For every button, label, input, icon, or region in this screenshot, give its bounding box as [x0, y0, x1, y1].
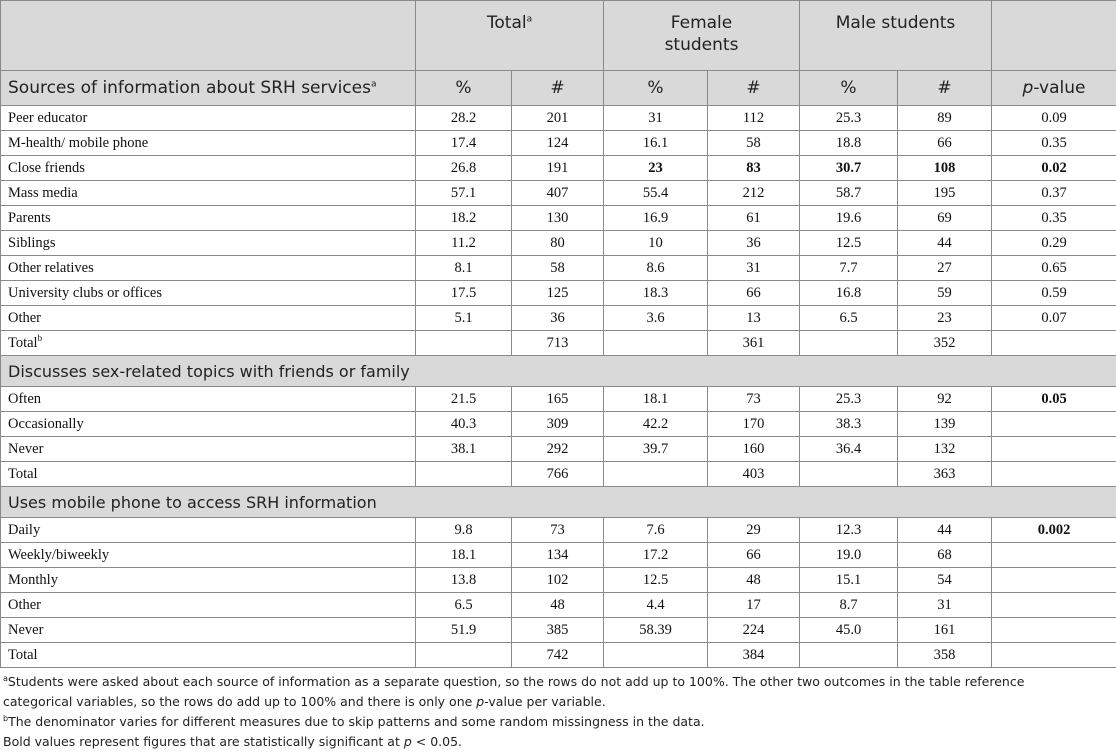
female-pct-cell: 31 — [604, 106, 708, 131]
male-num-cell: 195 — [898, 181, 992, 206]
header-total-pct: % — [416, 71, 512, 106]
pvalue-cell — [992, 331, 1116, 356]
table-row — [1, 256, 1116, 281]
row-label: Weekly/biweekly — [1, 543, 416, 568]
table-row — [1, 518, 1116, 543]
footnote-a-line2: categorical variables, so the rows do add up to 100% and there is only one p-value per variable. — [3, 692, 1112, 712]
male-pct-cell — [800, 331, 898, 356]
total-pct-cell — [416, 643, 512, 668]
table-row — [1, 643, 1116, 668]
male-num-cell: 68 — [898, 543, 992, 568]
total-num-cell: 125 — [512, 281, 604, 306]
female-pct-cell: 17.2 — [604, 543, 708, 568]
total-pct-cell: 57.1 — [416, 181, 512, 206]
total-num-cell: 766 — [512, 462, 604, 487]
pvalue-cell — [992, 437, 1116, 462]
total-num-cell: 58 — [512, 256, 604, 281]
male-pct-cell — [800, 462, 898, 487]
female-num-cell: 384 — [708, 643, 800, 668]
total-num-cell: 407 — [512, 181, 604, 206]
total-pct-cell: 11.2 — [416, 231, 512, 256]
male-pct-cell: 12.3 — [800, 518, 898, 543]
total-num-cell: 385 — [512, 618, 604, 643]
total-pct-cell: 8.1 — [416, 256, 512, 281]
male-num-cell: 363 — [898, 462, 992, 487]
header-male-pct: % — [800, 71, 898, 106]
female-num-cell: 361 — [708, 331, 800, 356]
female-num-cell: 29 — [708, 518, 800, 543]
male-num-cell: 139 — [898, 412, 992, 437]
female-pct-cell: 55.4 — [604, 181, 708, 206]
male-pct-cell: 6.5 — [800, 306, 898, 331]
female-num-cell: 112 — [708, 106, 800, 131]
row-label: Mass media — [1, 181, 416, 206]
total-pct-cell: 28.2 — [416, 106, 512, 131]
pvalue-cell: 0.05 — [992, 387, 1116, 412]
row-label: Peer educator — [1, 106, 416, 131]
row-label: Close friends — [1, 156, 416, 181]
footnote-bold: Bold values represent figures that are statistically significant at p < 0.05. — [3, 732, 1112, 752]
total-pct-cell: 40.3 — [416, 412, 512, 437]
male-num-cell: 44 — [898, 518, 992, 543]
total-num-cell: 201 — [512, 106, 604, 131]
female-pct-cell: 39.7 — [604, 437, 708, 462]
male-num-cell: 27 — [898, 256, 992, 281]
total-pct-cell: 21.5 — [416, 387, 512, 412]
table-row — [1, 206, 1116, 231]
pvalue-cell: 0.59 — [992, 281, 1116, 306]
female-pct-cell: 18.1 — [604, 387, 708, 412]
pvalue-cell: 0.002 — [992, 518, 1116, 543]
female-pct-cell: 3.6 — [604, 306, 708, 331]
total-pct-cell: 5.1 — [416, 306, 512, 331]
female-num-cell: 212 — [708, 181, 800, 206]
total-pct-cell: 17.4 — [416, 131, 512, 156]
total-num-cell: 36 — [512, 306, 604, 331]
female-pct-cell: 12.5 — [604, 568, 708, 593]
table-row — [1, 618, 1116, 643]
total-num-cell: 165 — [512, 387, 604, 412]
female-num-cell: 224 — [708, 618, 800, 643]
pvalue-cell — [992, 412, 1116, 437]
female-num-cell: 403 — [708, 462, 800, 487]
total-pct-cell: 26.8 — [416, 156, 512, 181]
female-num-cell: 83 — [708, 156, 800, 181]
male-num-cell: 59 — [898, 281, 992, 306]
table-row — [1, 156, 1116, 181]
female-pct-cell: 18.3 — [604, 281, 708, 306]
total-num-cell: 134 — [512, 543, 604, 568]
female-num-cell: 170 — [708, 412, 800, 437]
female-pct-cell: 42.2 — [604, 412, 708, 437]
header-total-num: # — [512, 71, 604, 106]
section-header-row — [1, 356, 1116, 387]
male-num-cell: 161 — [898, 618, 992, 643]
male-pct-cell: 12.5 — [800, 231, 898, 256]
female-pct-cell: 16.1 — [604, 131, 708, 156]
table-row — [1, 543, 1116, 568]
row-label: Daily — [1, 518, 416, 543]
total-num-cell: 292 — [512, 437, 604, 462]
female-pct-cell: 7.6 — [604, 518, 708, 543]
row-label: Parents — [1, 206, 416, 231]
table-row — [1, 593, 1116, 618]
female-pct-cell — [604, 462, 708, 487]
female-num-cell: 31 — [708, 256, 800, 281]
male-pct-cell: 19.0 — [800, 543, 898, 568]
total-pct-cell: 51.9 — [416, 618, 512, 643]
header-row-label: Sources of information about SRH services$^a$ — [1, 71, 416, 106]
male-pct-cell: 38.3 — [800, 412, 898, 437]
pvalue-cell: 0.07 — [992, 306, 1116, 331]
total-num-cell: 102 — [512, 568, 604, 593]
male-num-cell: 54 — [898, 568, 992, 593]
total-pct-cell: 18.2 — [416, 206, 512, 231]
total-pct-cell: 9.8 — [416, 518, 512, 543]
male-num-cell: 31 — [898, 593, 992, 618]
pvalue-cell: 0.37 — [992, 181, 1116, 206]
female-pct-cell: 4.4 — [604, 593, 708, 618]
female-pct-cell — [604, 331, 708, 356]
table-row — [1, 106, 1116, 131]
table-row — [1, 462, 1116, 487]
female-pct-cell — [604, 643, 708, 668]
header-blank-pvalue — [992, 1, 1116, 71]
female-pct-cell: 8.6 — [604, 256, 708, 281]
male-pct-cell: 45.0 — [800, 618, 898, 643]
table-row — [1, 181, 1116, 206]
row-label: Monthly — [1, 568, 416, 593]
male-pct-cell: 36.4 — [800, 437, 898, 462]
female-pct-cell: 58.39 — [604, 618, 708, 643]
footnote-b: $^b$The denominator varies for different measures due to skip patterns and some random missingness in the data. — [3, 712, 1112, 732]
row-label: Other relatives — [1, 256, 416, 281]
total-pct-cell: 13.8 — [416, 568, 512, 593]
header-blank — [1, 1, 416, 71]
total-pct-cell: 17.5 — [416, 281, 512, 306]
total-num-cell: 309 — [512, 412, 604, 437]
table-body — [1, 106, 1116, 668]
female-pct-cell: 16.9 — [604, 206, 708, 231]
pvalue-cell: 0.65 — [992, 256, 1116, 281]
table-row — [1, 131, 1116, 156]
pvalue-cell — [992, 568, 1116, 593]
row-label: Never — [1, 618, 416, 643]
row-label: Often — [1, 387, 416, 412]
male-pct-cell: 8.7 — [800, 593, 898, 618]
row-label: Other — [1, 593, 416, 618]
female-pct-cell: 10 — [604, 231, 708, 256]
male-num-cell: 66 — [898, 131, 992, 156]
pvalue-cell: 0.09 — [992, 106, 1116, 131]
row-label: Occasionally — [1, 412, 416, 437]
header-female: Female students — [604, 1, 800, 71]
header-female-pct: % — [604, 71, 708, 106]
footnote-a-line1: $^a$Students were asked about each source of information as a separate question, so the rows do not add up to 100%. The other two outcomes in the table reference — [3, 672, 1112, 692]
total-num-cell: 73 — [512, 518, 604, 543]
total-pct-cell — [416, 331, 512, 356]
footnotes — [0, 668, 1116, 752]
pvalue-cell — [992, 618, 1116, 643]
row-label: Total — [1, 643, 416, 668]
row-label: M-health/ mobile phone — [1, 131, 416, 156]
table-row — [1, 231, 1116, 256]
table-row — [1, 306, 1116, 331]
female-num-cell: 66 — [708, 543, 800, 568]
pvalue-cell: 0.02 — [992, 156, 1116, 181]
male-pct-cell: 15.1 — [800, 568, 898, 593]
male-num-cell: 108 — [898, 156, 992, 181]
table-row — [1, 281, 1116, 306]
total-num-cell: 713 — [512, 331, 604, 356]
row-label: Total$^b$ — [1, 331, 416, 356]
pvalue-cell: 0.35 — [992, 206, 1116, 231]
female-num-cell: 160 — [708, 437, 800, 462]
total-num-cell: 124 — [512, 131, 604, 156]
male-pct-cell: 16.8 — [800, 281, 898, 306]
table-row — [1, 387, 1116, 412]
female-num-cell: 66 — [708, 281, 800, 306]
section-header-row — [1, 487, 1116, 518]
total-pct-cell: 18.1 — [416, 543, 512, 568]
male-num-cell: 358 — [898, 643, 992, 668]
table-row — [1, 412, 1116, 437]
pvalue-cell: 0.35 — [992, 131, 1116, 156]
total-num-cell: 742 — [512, 643, 604, 668]
header-total: Total$^a$ — [416, 1, 604, 71]
male-pct-cell: 7.7 — [800, 256, 898, 281]
total-num-cell: 80 — [512, 231, 604, 256]
female-num-cell: 73 — [708, 387, 800, 412]
total-num-cell: 48 — [512, 593, 604, 618]
female-pct-cell: 23 — [604, 156, 708, 181]
pvalue-cell — [992, 593, 1116, 618]
female-num-cell: 17 — [708, 593, 800, 618]
female-num-cell: 36 — [708, 231, 800, 256]
female-num-cell: 58 — [708, 131, 800, 156]
total-pct-cell: 6.5 — [416, 593, 512, 618]
table-row — [1, 437, 1116, 462]
male-pct-cell: 19.6 — [800, 206, 898, 231]
female-num-cell: 61 — [708, 206, 800, 231]
male-num-cell: 69 — [898, 206, 992, 231]
male-pct-cell: 18.8 — [800, 131, 898, 156]
male-pct-cell: 25.3 — [800, 106, 898, 131]
male-num-cell: 132 — [898, 437, 992, 462]
male-pct-cell: 58.7 — [800, 181, 898, 206]
female-num-cell: 13 — [708, 306, 800, 331]
header-pvalue: p-value — [992, 71, 1116, 106]
pvalue-cell — [992, 462, 1116, 487]
pvalue-cell — [992, 643, 1116, 668]
male-num-cell: 89 — [898, 106, 992, 131]
male-pct-cell — [800, 643, 898, 668]
pvalue-cell: 0.29 — [992, 231, 1116, 256]
female-num-cell: 48 — [708, 568, 800, 593]
table-header — [1, 1, 1116, 106]
total-num-cell: 191 — [512, 156, 604, 181]
header-male: Male students — [800, 1, 992, 71]
row-label: University clubs or offices — [1, 281, 416, 306]
male-num-cell: 44 — [898, 231, 992, 256]
table-row — [1, 331, 1116, 356]
total-pct-cell: 38.1 — [416, 437, 512, 462]
table-row — [1, 568, 1116, 593]
total-num-cell: 130 — [512, 206, 604, 231]
row-label: Total — [1, 462, 416, 487]
male-pct-cell: 30.7 — [800, 156, 898, 181]
male-num-cell: 92 — [898, 387, 992, 412]
header-female-num: # — [708, 71, 800, 106]
row-label: Never — [1, 437, 416, 462]
total-pct-cell — [416, 462, 512, 487]
row-label: Other — [1, 306, 416, 331]
pvalue-cell — [992, 543, 1116, 568]
row-label: Siblings — [1, 231, 416, 256]
section-title: Uses mobile phone to access SRH information — [1, 487, 1116, 518]
male-pct-cell: 25.3 — [800, 387, 898, 412]
male-num-cell: 23 — [898, 306, 992, 331]
section-title: Discusses sex-related topics with friends or family — [1, 356, 1116, 387]
male-num-cell: 352 — [898, 331, 992, 356]
header-male-num: # — [898, 71, 992, 106]
